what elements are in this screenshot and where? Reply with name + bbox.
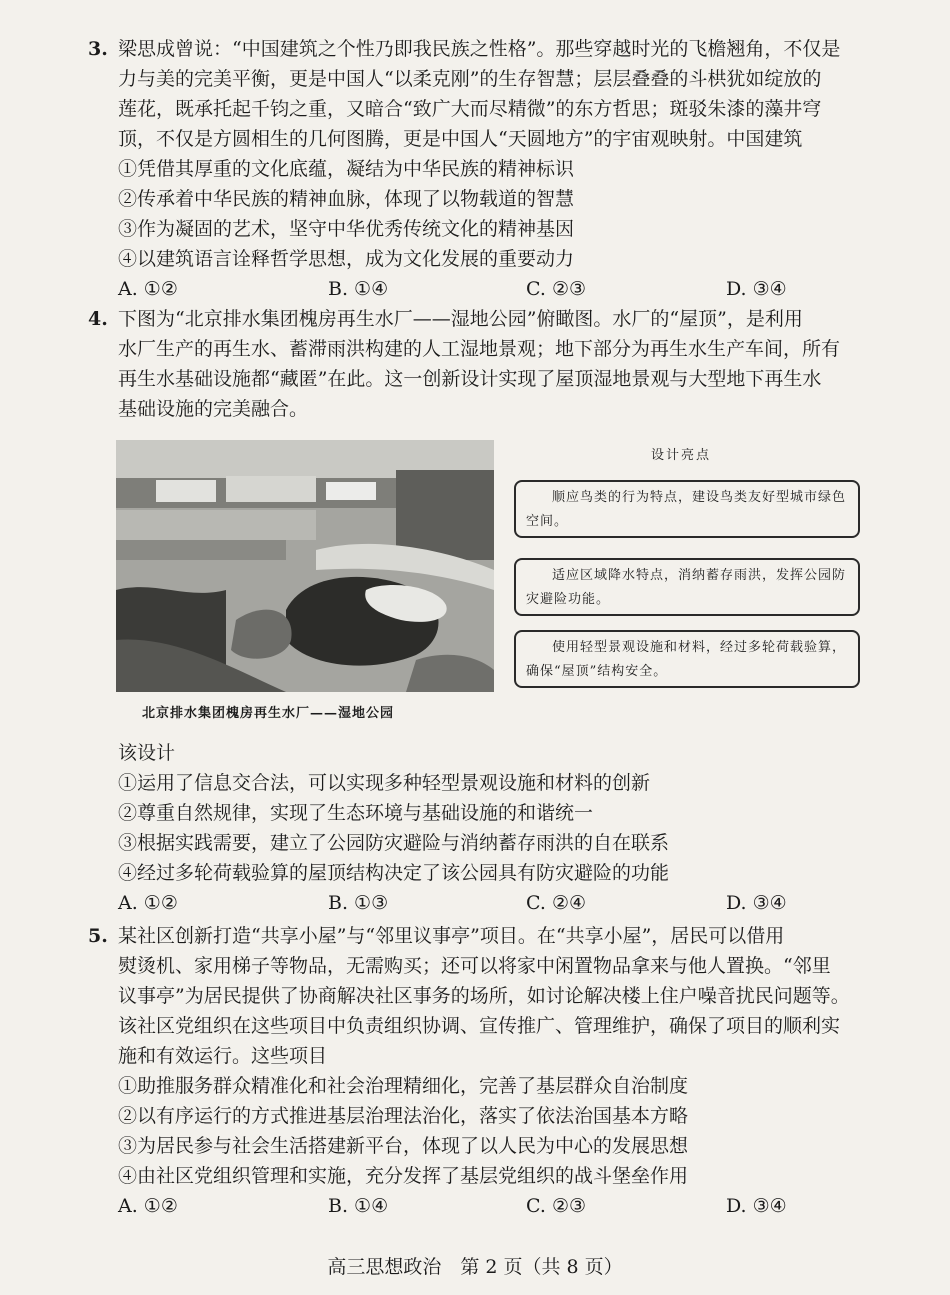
question-stem [118, 34, 878, 154]
option-1: ①运用了信息交合法，可以实现多种轻型景观设施和材料的创新 [118, 772, 651, 794]
question-number: 5. [88, 925, 108, 947]
stem-line: 熨烫机、家用梯子等物品，无需购买；还可以将家中闲置物品拿来与他人置换。“邻里 [118, 955, 831, 977]
question-lead: 该设计 [118, 742, 176, 764]
stem-line: 力与美的完美平衡，更是中国人“以柔克刚”的生存智慧；层层叠叠的斗栱犹如绽放的 [118, 68, 822, 90]
choice-a: A. ①② [118, 892, 178, 914]
stem-line: 梁思成曾说：“中国建筑之个性乃即我民族之性格”。那些穿越时光的飞檐翘角，不仅是 [118, 38, 841, 60]
aerial-photo-drawing [116, 440, 494, 692]
choice-a: A. ①② [118, 1195, 178, 1217]
option-4: ④由社区党组织管理和实施，充分发挥了基层党组织的战斗堡垒作用 [118, 1165, 689, 1187]
stem-line: 某社区创新打造“共享小屋”与“邻里议事亭”项目。在“共享小屋”，居民可以借用 [118, 925, 785, 947]
question-stem [118, 921, 878, 1071]
choice-a: A. ①② [118, 278, 178, 300]
choice-d: D. ③④ [726, 1195, 787, 1217]
stem-line: 该社区党组织在这些项目中负责组织协调、宣传推广、管理维护，确保了项目的顺利实 [118, 1015, 841, 1037]
figure-caption: 北京排水集团槐房再生水厂——湿地公园 [142, 706, 395, 721]
answer-choices [118, 888, 878, 918]
aerial-photo [116, 440, 494, 692]
option-2: ②传承着中华民族的精神血脉，体现了以物载道的智慧 [118, 188, 575, 210]
choice-b: B. ①④ [328, 278, 389, 300]
question-number: 4. [88, 308, 108, 330]
stem-line: 下图为“北京排水集团槐房再生水厂——湿地公园”俯瞰图。水厂的“屋顶”，是利用 [118, 308, 803, 330]
answer-choices [118, 274, 878, 304]
stem-line: 施和有效运行。这些项目 [118, 1045, 328, 1067]
highlight-box-1: 顺应鸟类的行为特点，建设鸟类友好型城市绿色空间。 [514, 480, 860, 538]
choice-c: C. ②③ [526, 278, 587, 300]
stem-line: 基础设施的完美融合。 [118, 398, 309, 420]
stem-line: 莲花，既承托起千钧之重，又暗合“致广大而尽精微”的东方哲思；斑驳朱漆的藻井穹 [118, 98, 822, 120]
question-4 [88, 304, 878, 424]
option-2: ②尊重自然规律，实现了生态环境与基础设施的和谐统一 [118, 802, 594, 824]
choice-d: D. ③④ [726, 892, 787, 914]
option-4: ④以建筑语言诠释哲学思想，成为文化发展的重要动力 [118, 248, 575, 270]
choice-d: D. ③④ [726, 278, 787, 300]
option-3: ③为居民参与社会生活搭建新平台，体现了以人民为中心的发展思想 [118, 1135, 689, 1157]
choice-b: B. ①③ [328, 892, 389, 914]
option-2: ②以有序运行的方式推进基层治理法治化，落实了依法治国基本方略 [118, 1105, 689, 1127]
choice-b: B. ①④ [328, 1195, 389, 1217]
question-3 [88, 34, 878, 304]
choice-c: C. ②③ [526, 1195, 587, 1217]
stem-line: 水厂生产的再生水、蓄滞雨洪构建的人工湿地景观；地下部分为再生水生产车间，所有 [118, 338, 841, 360]
page-footer: 高三思想政治 第 2 页（共 8 页） [327, 1256, 623, 1278]
highlight-box-2: 适应区域降水特点，消纳蓄存雨洪，发挥公园防灾避险功能。 [514, 558, 860, 616]
option-1: ①助推服务群众精准化和社会治理精细化，完善了基层群众自治制度 [118, 1075, 689, 1097]
option-4: ④经过多轮荷载验算的屋顶结构决定了该公园具有防灾避险的功能 [118, 862, 670, 884]
highlight-box-3: 使用轻型景观设施和材料，经过多轮荷载验算，确保“屋顶”结构安全。 [514, 630, 860, 688]
option-3: ③根据实践需要，建立了公园防灾避险与消纳蓄存雨洪的自在联系 [118, 832, 670, 854]
question-stem [118, 304, 878, 424]
option-3: ③作为凝固的艺术，坚守中华优秀传统文化的精神基因 [118, 218, 575, 240]
question-number: 3. [88, 38, 108, 60]
highlights-title: 设计亮点 [651, 448, 712, 463]
stem-line: 顶，不仅是方圆相生的几何图腾，更是中国人“天圆地方”的宇宙观映射。中国建筑 [118, 128, 803, 150]
question-4-options [88, 738, 878, 918]
answer-choices [118, 1191, 878, 1221]
stem-line: 议事亭”为居民提供了协商解决社区事务的场所，如讨论解决楼上住户噪音扰民问题等。 [118, 985, 850, 1007]
question-5 [88, 921, 878, 1221]
option-1: ①凭借其厚重的文化底蕴，凝结为中华民族的精神标识 [118, 158, 575, 180]
stem-line: 再生水基础设施都“藏匿”在此。这一创新设计实现了屋顶湿地景观与大型地下再生水 [118, 368, 822, 390]
wetland-figure [116, 440, 876, 725]
choice-c: C. ②④ [526, 892, 587, 914]
